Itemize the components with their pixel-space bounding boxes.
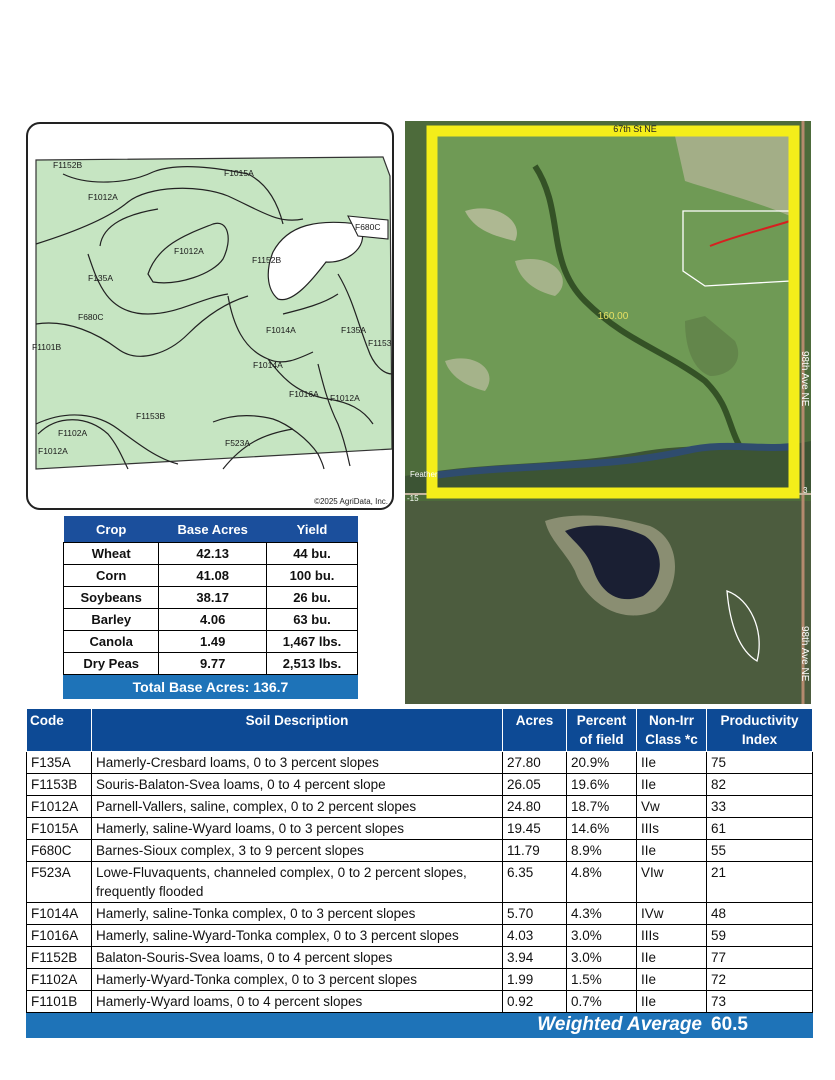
soil-class: VIw: [637, 862, 707, 903]
total-base-acres: Total Base Acres: 136.7: [64, 675, 358, 699]
map-label: F1012A: [38, 446, 68, 456]
soil-productivity: 73: [707, 991, 813, 1013]
soil-acres: 1.99: [503, 969, 567, 991]
weighted-average-value: 60.5: [707, 1013, 813, 1038]
map-label: F1016A: [289, 389, 319, 399]
soil-acres: 11.79: [503, 840, 567, 862]
crop-yield: 44 bu.: [266, 543, 357, 565]
soil-row: [27, 774, 813, 796]
crop-base-acres: 38.17: [159, 587, 267, 609]
left-edge-label: -15: [407, 494, 419, 503]
aerial-drawing: [405, 121, 811, 704]
soil-percent: 3.0%: [567, 947, 637, 969]
soil-acres: 27.80: [503, 752, 567, 774]
crop-name: Barley: [64, 609, 159, 631]
soil-code: F1015A: [27, 818, 92, 840]
crop-yield: 2,513 lbs.: [266, 653, 357, 675]
soil-class: IIe: [637, 969, 707, 991]
soil-class: Vw: [637, 796, 707, 818]
crop-row: [64, 653, 358, 675]
class-header: Non-Irr Class *c: [637, 709, 707, 752]
crop-row: [64, 543, 358, 565]
soil-description: Hamerly-Wyard-Tonka complex, 0 to 3 percent slopes: [92, 969, 503, 991]
crop-name: Corn: [64, 565, 159, 587]
soil-percent: 3.0%: [567, 925, 637, 947]
yield-header: Yield: [266, 516, 357, 543]
crop-base-acres: 41.08: [159, 565, 267, 587]
soil-code: F523A: [27, 862, 92, 903]
map-label: F1012A: [330, 393, 360, 403]
soil-code: F1153B: [27, 774, 92, 796]
soil-percent: 1.5%: [567, 969, 637, 991]
soil-map-drawing: [28, 124, 394, 510]
soil-acres: 19.45: [503, 818, 567, 840]
soil-description: Souris-Balaton-Svea loams, 0 to 4 percent slope: [92, 774, 503, 796]
soil-acres: 6.35: [503, 862, 567, 903]
weighted-average-label: Weighted Average: [27, 1013, 707, 1038]
soil-percent: 19.6%: [567, 774, 637, 796]
soil-code: F1101B: [27, 991, 92, 1013]
soil-acres: 0.92: [503, 991, 567, 1013]
soil-description: Hamerly-Cresbard loams, 0 to 3 percent slopes: [92, 752, 503, 774]
soil-percent: 4.3%: [567, 903, 637, 925]
soil-class: IIe: [637, 947, 707, 969]
soil-row: [27, 903, 813, 925]
soil-description: Barnes-Sioux complex, 3 to 9 percent slopes: [92, 840, 503, 862]
crop-row: [64, 631, 358, 653]
map-label: F523A: [225, 438, 251, 448]
road-label-right: 98th Ave NE: [799, 351, 810, 407]
weighted-average-row: [27, 1013, 813, 1038]
soil-code: F1012A: [27, 796, 92, 818]
soil-productivity: 75: [707, 752, 813, 774]
soil-description: Lowe-Fluvaquents, channeled complex, 0 to 2 percent slopes, frequently flooded: [92, 862, 503, 903]
map-label: F1014A: [266, 325, 296, 335]
soil-row: [27, 969, 813, 991]
soil-class: IVw: [637, 903, 707, 925]
soil-acres: 3.94: [503, 947, 567, 969]
crop-base-acres: 9.77: [159, 653, 267, 675]
soil-row: [27, 947, 813, 969]
soil-class: IIIs: [637, 818, 707, 840]
soil-code: F680C: [27, 840, 92, 862]
crop-base-acres-table: [63, 516, 358, 699]
percent-header: Percent of field: [567, 709, 637, 752]
soil-class: IIe: [637, 774, 707, 796]
soil-productivity: 59: [707, 925, 813, 947]
road-label-right-lower: 98th Ave NE: [799, 626, 810, 682]
crop-name: Canola: [64, 631, 159, 653]
soil-class: IIe: [637, 991, 707, 1013]
map-copyright: ©2025 AgriData, Inc.: [314, 497, 388, 506]
crop-row: [64, 587, 358, 609]
soil-description-header: Soil Description: [92, 709, 503, 752]
crop-base-acres: 42.13: [159, 543, 267, 565]
soil-code: F1016A: [27, 925, 92, 947]
soil-row: [27, 925, 813, 947]
code-header: Code: [27, 709, 92, 752]
crop-table-header: [64, 516, 358, 543]
map-label: F135A: [341, 325, 367, 335]
aerial-photo: [405, 121, 811, 704]
crop-base-acres: 1.49: [159, 631, 267, 653]
soil-table-header: [27, 709, 813, 752]
soil-row: [27, 862, 813, 903]
crop-row: [64, 565, 358, 587]
road-label-top: 67th St NE: [613, 124, 657, 134]
soil-acres: 26.05: [503, 774, 567, 796]
soil-percent: 8.9%: [567, 840, 637, 862]
map-label: F1015A: [224, 168, 254, 178]
soil-acres: 24.80: [503, 796, 567, 818]
map-label: F135A: [88, 273, 114, 283]
soil-row: [27, 991, 813, 1013]
soil-percent: 18.7%: [567, 796, 637, 818]
soil-acres: 4.03: [503, 925, 567, 947]
crop-yield: 63 bu.: [266, 609, 357, 631]
map-label: F1101B: [32, 342, 62, 352]
map-label: F1014A: [253, 360, 283, 370]
soil-percent: 0.7%: [567, 991, 637, 1013]
soil-productivity: 77: [707, 947, 813, 969]
soil-class: IIIs: [637, 925, 707, 947]
soil-productivity: 48: [707, 903, 813, 925]
soil-map: [26, 122, 394, 510]
crop-yield: 100 bu.: [266, 565, 357, 587]
map-label: F1152B: [252, 255, 282, 265]
soil-code: F1014A: [27, 903, 92, 925]
soil-description: Balaton-Souris-Svea loams, 0 to 4 percent slopes: [92, 947, 503, 969]
crop-yield: 1,467 lbs.: [266, 631, 357, 653]
soil-acres: 5.70: [503, 903, 567, 925]
right-edge-label: 3: [803, 486, 808, 495]
total-base-acres-row: [64, 675, 358, 699]
map-label: F1153B: [136, 411, 166, 421]
soil-code: F1102A: [27, 969, 92, 991]
acres-header: Acres: [503, 709, 567, 752]
soil-class: IIe: [637, 840, 707, 862]
soil-row: [27, 796, 813, 818]
soil-row: [27, 752, 813, 774]
soil-description: Hamerly-Wyard loams, 0 to 4 percent slopes: [92, 991, 503, 1013]
soil-description: Hamerly, saline-Wyard loams, 0 to 3 percent slopes: [92, 818, 503, 840]
map-label: F1102A: [58, 428, 88, 438]
crop-name: Soybeans: [64, 587, 159, 609]
soil-class: IIe: [637, 752, 707, 774]
map-label: F680C: [355, 222, 381, 232]
map-label: F1012A: [88, 192, 118, 202]
map-label: F1152B: [53, 160, 83, 170]
soil-row: [27, 818, 813, 840]
crop-name: Dry Peas: [64, 653, 159, 675]
map-label: F1153: [368, 338, 392, 348]
soil-productivity: 21: [707, 862, 813, 903]
soil-productivity: 55: [707, 840, 813, 862]
soil-row: [27, 840, 813, 862]
soil-code: F1152B: [27, 947, 92, 969]
acreage-label: 160.00: [597, 311, 629, 322]
soil-code: F135A: [27, 752, 92, 774]
soil-percent: 4.8%: [567, 862, 637, 903]
base-acres-header: Base Acres: [159, 516, 267, 543]
crop-name: Wheat: [64, 543, 159, 565]
productivity-header: Productivity Index: [707, 709, 813, 752]
map-label: F1012A: [174, 246, 204, 256]
soil-description: Hamerly, saline-Tonka complex, 0 to 3 percent slopes: [92, 903, 503, 925]
soil-productivity: 82: [707, 774, 813, 796]
soil-productivity: 72: [707, 969, 813, 991]
soil-description: Hamerly, saline-Wyard-Tonka complex, 0 to 3 percent slopes: [92, 925, 503, 947]
map-label: F680C: [78, 312, 104, 322]
crop-header: Crop: [64, 516, 159, 543]
crop-row: [64, 609, 358, 631]
crop-base-acres: 4.06: [159, 609, 267, 631]
soil-percent: 20.9%: [567, 752, 637, 774]
soil-percent: 14.6%: [567, 818, 637, 840]
soil-productivity: 33: [707, 796, 813, 818]
feather-label: Feather: [410, 470, 438, 479]
soil-description: Parnell-Vallers, saline, complex, 0 to 2 percent slopes: [92, 796, 503, 818]
crop-yield: 26 bu.: [266, 587, 357, 609]
soil-table: [26, 708, 813, 1038]
soil-productivity: 61: [707, 818, 813, 840]
